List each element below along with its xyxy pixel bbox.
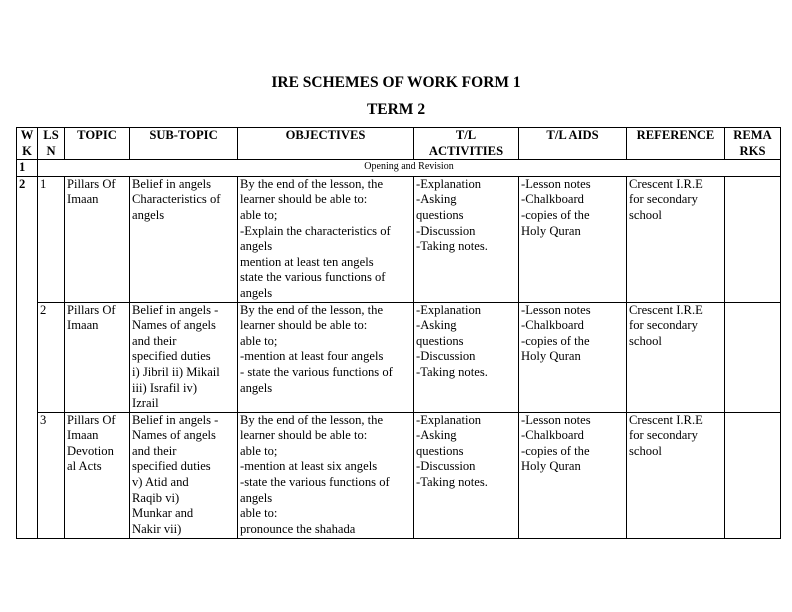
activities-cell: -Explanation -Asking questions -Discussion -Taking notes. [414,176,519,302]
subtopic-cell: Belief in angels - Names of angels and their specified duties v) Atid and Raqib vi) Munkar and Nakir vii) [130,412,238,538]
reference-cell: Crescent I.R.E for secondary school [627,302,725,412]
reference-cell: Crescent I.R.E for secondary school [627,176,725,302]
header-subtopic: SUB-TOPIC [130,128,238,160]
objectives-cell: By the end of the lesson, the learner should be able to: able to; -mention at least six angels -state the various functions of angels able to: pronounce the shahada [238,412,414,538]
header-aids: T/L AIDS [519,128,627,160]
header-remarks: REMA RKS [725,128,781,160]
remarks-cell [725,302,781,412]
aids-cell: -Lesson notes -Chalkboard -copies of the Holy Quran [519,302,627,412]
activities-cell: -Explanation -Asking questions -Discussion -Taking notes. [414,302,519,412]
opening-revision: Opening and Revision [38,160,781,177]
header-row [17,128,781,160]
header-objectives: OBJECTIVES [238,128,414,160]
table-row [17,176,781,302]
header-week: W K [17,128,38,160]
topic-cell: Pillars Of Imaan [65,302,130,412]
topic-cell: Pillars Of Imaan [65,176,130,302]
reference-cell: Crescent I.R.E for secondary school [627,412,725,538]
objectives-cell: By the end of the lesson, the learner should be able to: able to; -mention at least four angels - state the various functions of angels [238,302,414,412]
remarks-cell [725,412,781,538]
week-1-row [17,160,781,177]
activities-cell: -Explanation -Asking questions -Discussion -Taking notes. [414,412,519,538]
table-row [17,412,781,538]
subtopic-cell: Belief in angels Characteristics of angels [130,176,238,302]
header-reference: REFERENCE [627,128,725,160]
term-heading: TERM 2 [366,101,426,118]
header-activities: T/L ACTIVITIES [414,128,519,160]
remarks-cell [725,176,781,302]
week-number: 2 [17,176,38,538]
topic-cell: Pillars Of Imaan Devotion al Acts [65,412,130,538]
scheme-table [16,127,781,539]
document-title: IRE SCHEMES OF WORK FORM 1 [271,74,521,91]
aids-cell: -Lesson notes -Chalkboard -copies of the Holy Quran [519,412,627,538]
header-lesson: LS N [38,128,65,160]
table-row [17,302,781,412]
objectives-cell: By the end of the lesson, the learner should be able to: able to; -Explain the characteristics of angels mention at least ten angels state the various functions of angels [238,176,414,302]
lesson-number: 1 [38,176,65,302]
subtopic-cell: Belief in angels - Names of angels and their specified duties i) Jibril ii) Mikail iii) Israfil iv) Izrail [130,302,238,412]
aids-cell: -Lesson notes -Chalkboard -copies of the Holy Quran [519,176,627,302]
lesson-number: 3 [38,412,65,538]
lesson-number: 2 [38,302,65,412]
header-topic: TOPIC [65,128,130,160]
week-number: 1 [17,160,38,177]
